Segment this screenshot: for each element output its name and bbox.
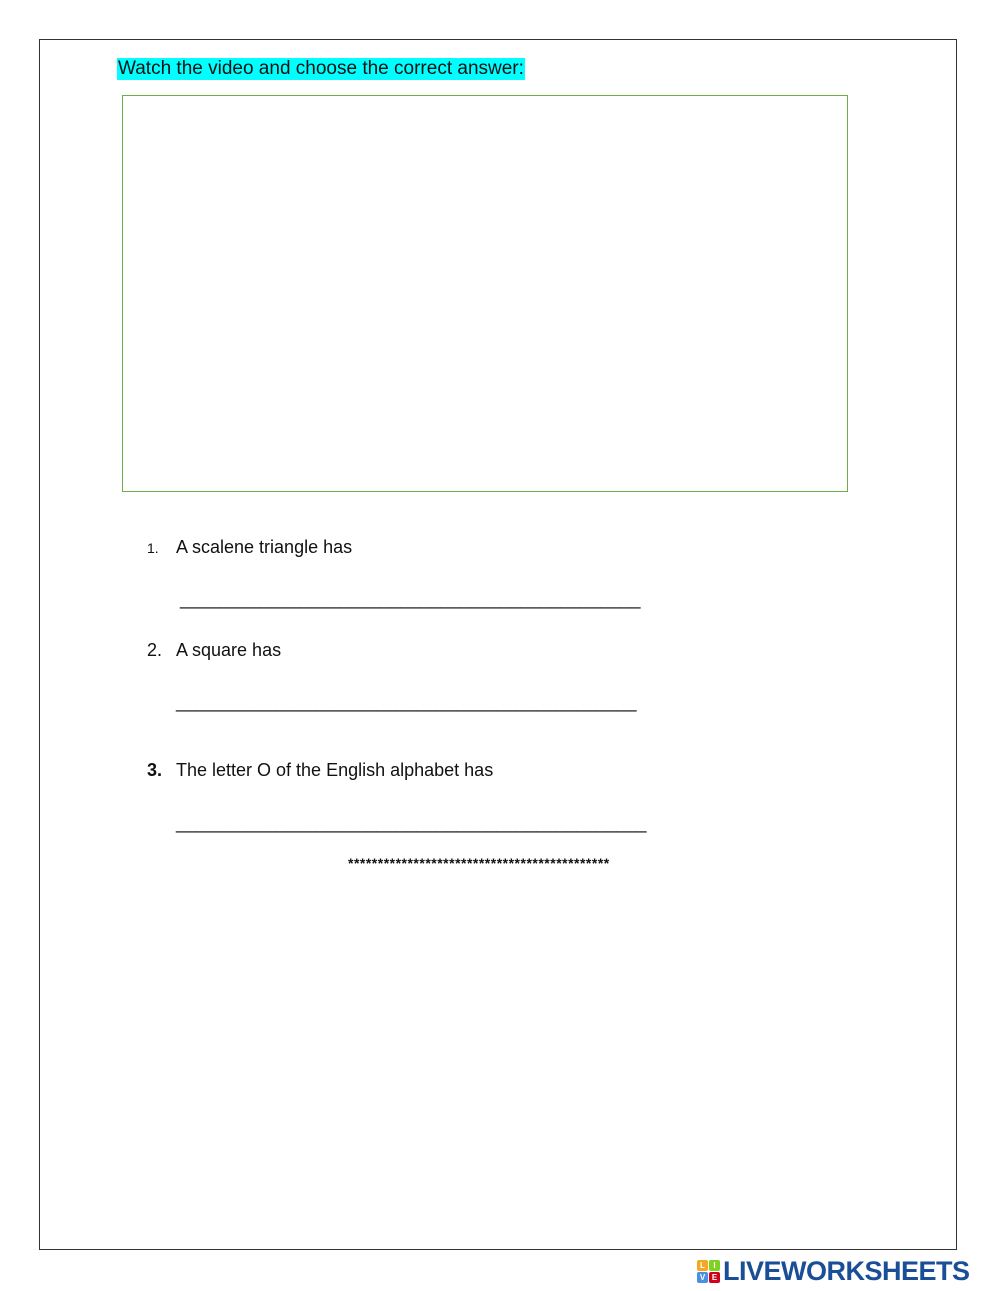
logo-tile-v: V [697,1272,708,1283]
question-3-number: 3. [147,760,163,780]
separator-stars: ******************************************** [348,855,610,871]
question-2-number: 2. [147,640,163,660]
liveworksheets-logo [697,1257,970,1285]
answer-input-3[interactable]: _______________________________________________ [176,813,647,833]
video-frame[interactable] [122,95,848,492]
question-3 [147,759,493,781]
logo-tile-i: I [709,1260,720,1271]
question-1 [147,536,352,559]
logo-tile-e: E [709,1272,720,1283]
answer-input-1[interactable]: ______________________________________________ [180,589,641,609]
instruction-text: Watch the video and choose the correct answer: [118,58,524,79]
question-2 [147,639,281,661]
answer-input-2[interactable]: ______________________________________________ [176,692,637,712]
question-1-number: 1. [147,540,159,556]
question-2-text: A square has [176,640,282,660]
logo-tiles-icon [697,1260,720,1283]
question-1-text: A scalene triangle has [176,537,353,557]
logo-tile-l: L [697,1260,708,1271]
question-3-text: The letter O of the English alphabet has [176,760,494,780]
logo-text: LIVEWORKSHEETS [723,1256,970,1286]
